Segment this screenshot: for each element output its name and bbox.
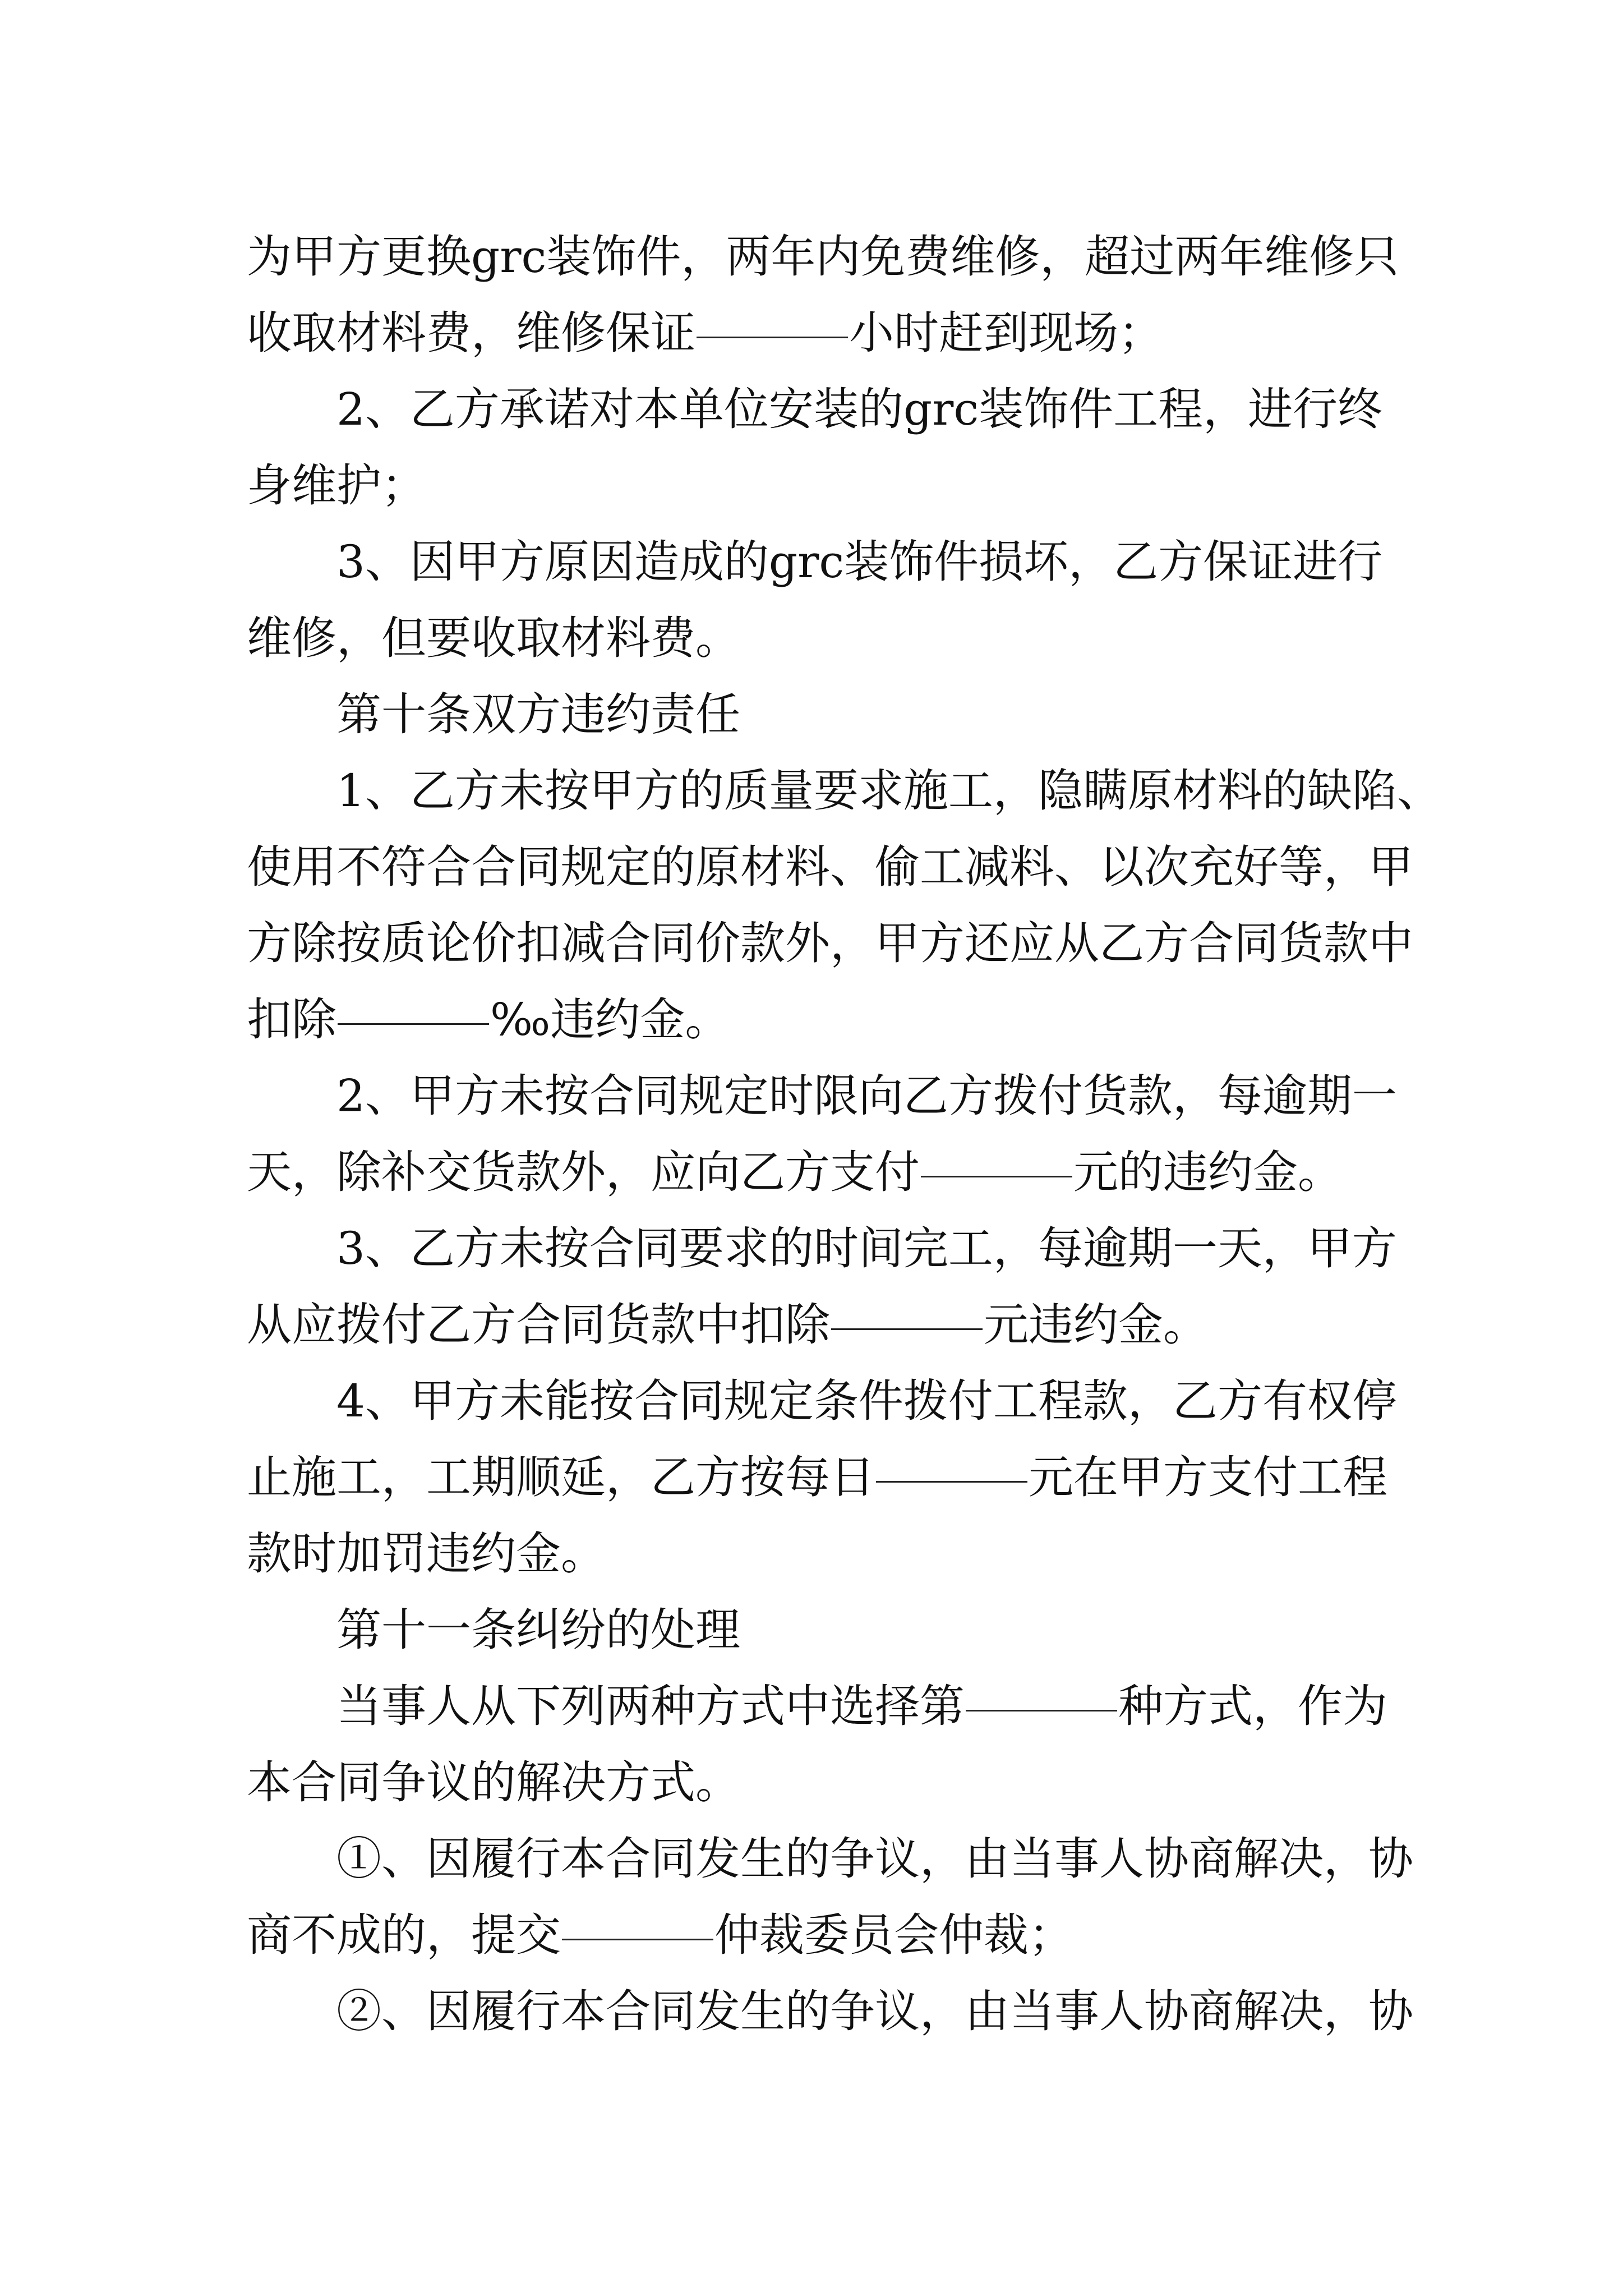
text-line [247,371,1391,448]
text-segment: 方除按质论价扣减合同价款外，甲方还应从乙方合同货款中 [247,917,1413,969]
text-segment: 1、乙方未按甲方的质量要求施工，隐瞒原材料的缺陷、 [336,765,1442,817]
text-segment: 止施工，工期顺延，乙方按每日 [247,1451,875,1503]
text-segment: 身维护； [247,459,426,512]
text-line [247,1668,1391,1745]
text-segment: 第十条双方违约责任 [336,688,740,740]
text-line [247,1592,1391,1668]
text-line [247,1287,1391,1363]
text-line [247,829,1413,905]
text-segment: 商不成的，提交 [247,1909,561,1961]
text-line [247,1897,1391,1973]
text-line [247,600,1391,677]
text-line [247,1439,1391,1516]
text-line [247,219,1399,295]
text-line [247,677,1391,753]
text-line [247,1745,1391,1821]
document-body [247,219,1442,2050]
text-line [247,1516,1391,1592]
text-segment: 使用不符合合同规定的原材料、偷工减料、以次充好等，甲 [247,841,1413,893]
text-segment: 元在甲方支付工程 [1029,1451,1387,1503]
text-segment: 元的违约金。 [1073,1146,1343,1198]
text-segment: 款时加罚违约金。 [247,1527,606,1580]
text-segment: 2、甲方未按合同规定时限向乙方拨付货款，每逾期一 [336,1070,1397,1122]
text-line [247,1211,1397,1287]
text-line [247,753,1442,829]
text-segment: 3、因甲方原因造成的grc装饰件损坏，乙方保证进行 [336,536,1383,588]
text-segment: 扣除 [247,993,336,1046]
text-segment: 仲裁委员会仲裁； [714,1909,1073,1961]
text-line [247,1134,1391,1211]
text-segment: 第十一条纠纷的处理 [336,1604,740,1656]
text-line [247,524,1391,600]
fill-in-blank [831,1328,983,1330]
text-line [247,1821,1413,1897]
text-line [247,982,1391,1058]
text-line [247,905,1413,982]
fill-in-blank [338,1023,489,1025]
text-segment: ‰违约金。 [490,993,730,1046]
text-line [247,1363,1397,1439]
text-segment: ①、因履行本合同发生的争议，由当事人协商解决，协 [336,1833,1413,1885]
text-segment: 天，除补交货款外，应向乙方支付 [247,1146,920,1198]
text-segment: 本合同争议的解决方式。 [247,1756,740,1809]
text-lines [247,219,1442,2050]
text-segment: 种方式，作为 [1118,1680,1387,1732]
text-segment: 收取材料费，维修保证 [247,307,695,359]
text-line [247,1973,1413,2050]
text-segment: 为甲方更换grc装饰件，两年内免费维修，超过两年维修只 [247,231,1399,283]
text-segment: 维修，但要收取材料费。 [247,612,740,664]
text-segment: 小时赶到现场； [849,307,1163,359]
text-segment: 4、甲方未能按合同规定条件拨付工程款，乙方有权停 [336,1375,1397,1427]
fill-in-blank [966,1709,1117,1711]
text-segment: ②、因履行本合同发生的争议，由当事人协商解决，协 [336,1985,1413,2037]
fill-in-blank [921,1175,1072,1177]
text-line [247,448,1391,524]
text-segment: 当事人从下列两种方式中选择第 [336,1680,965,1732]
text-line [247,295,1391,371]
fill-in-blank [562,1938,713,1940]
text-segment: 元违约金。 [984,1299,1208,1351]
fill-in-blank [697,336,848,338]
text-line [247,1058,1397,1134]
text-segment: 从应拨付乙方合同货款中扣除 [247,1299,830,1351]
fill-in-blank [876,1480,1027,1483]
text-segment: 2、乙方承诺对本单位安装的grc装饰件工程，进行终 [336,383,1383,435]
text-segment: 3、乙方未按合同要求的时间完工，每逾期一天，甲方 [336,1222,1397,1274]
